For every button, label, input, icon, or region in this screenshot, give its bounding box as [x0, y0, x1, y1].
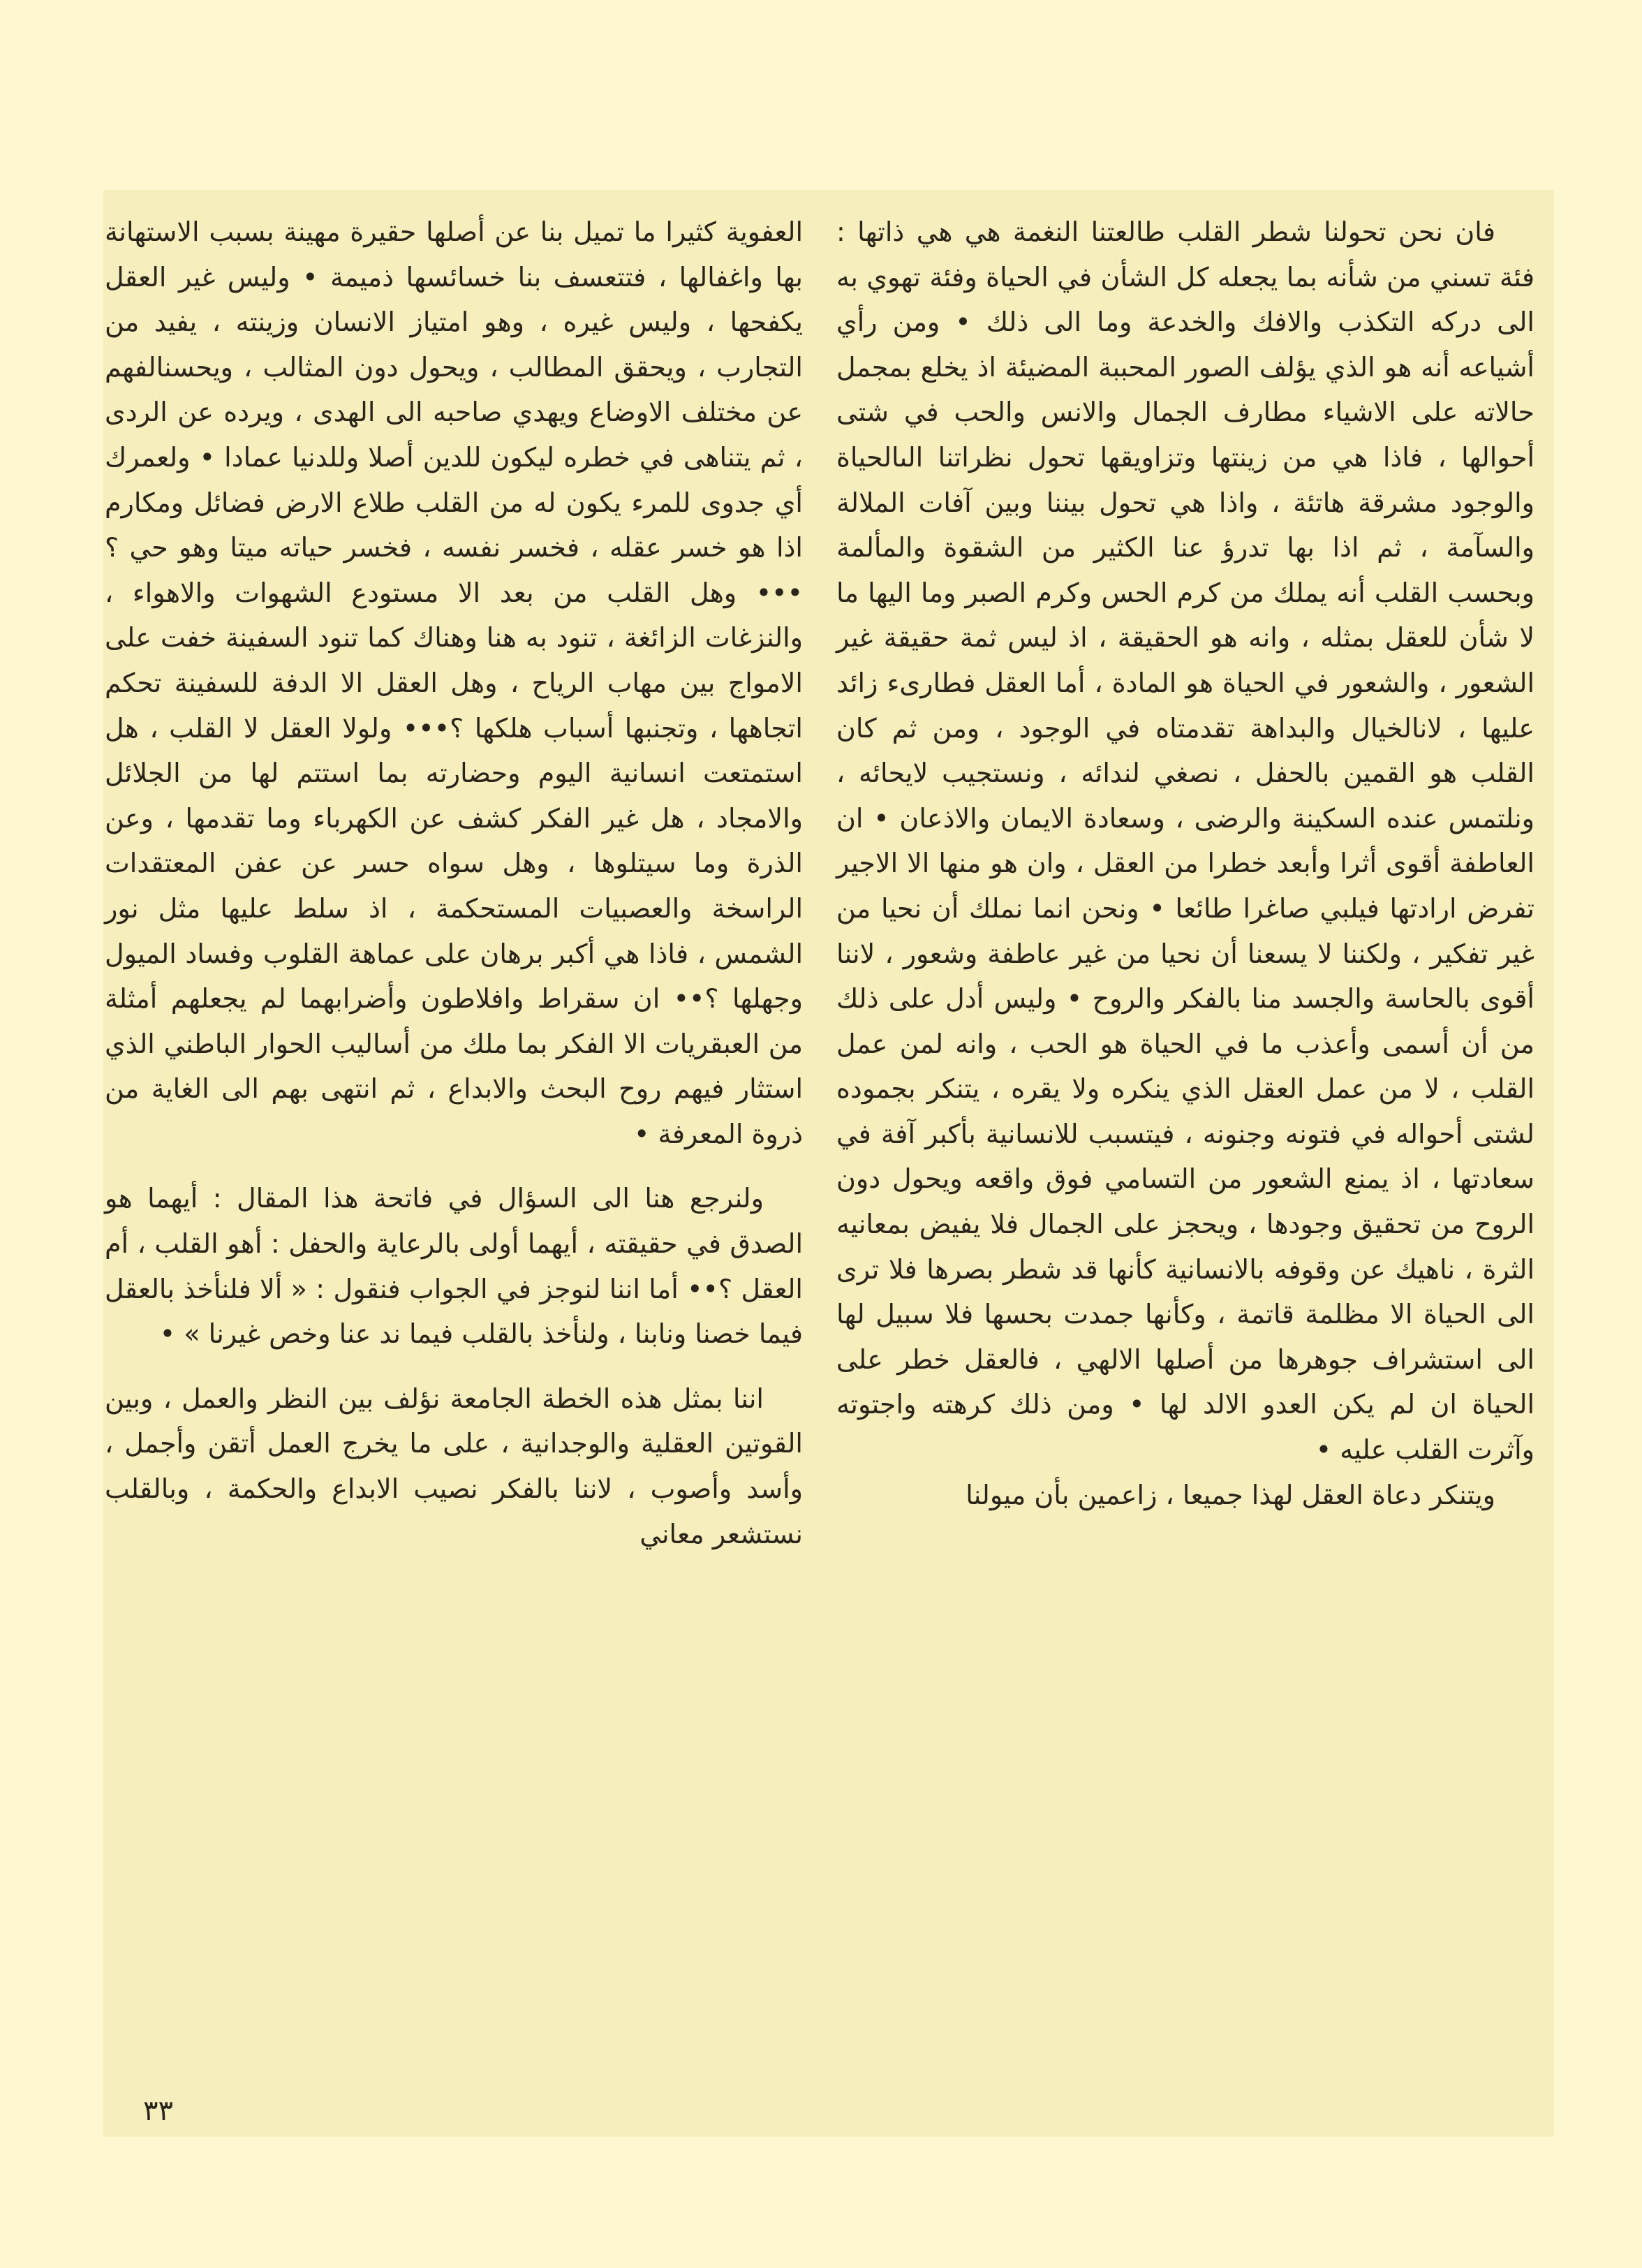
article-column-right [836, 209, 1534, 1517]
paragraph: ولنرجع هنا الى السؤال في فاتحة هذا المقال : أيهما هو الصدق في حقيقته ، أيهما أولى بالرعاية والحفل : أهو القلب ، أم العقل ؟•• أما اننا لنوجز في الجواب فنقول : « ألا فلنأخذ بالعقل فيما خصنا ونابنا ، ولنأخذ بالقلب فيما ند عنا وخص غيرنا » • [105, 1183, 803, 1350]
paragraph: اننا بمثل هذه الخطة الجامعة نؤلف بين النظر والعمل ، وبين القوتين العقلية والوجدانية ، على ما يخرج العمل أتقن وأجمل ، وأسد وأصوب ، لاننا بالفكر نصيب الابداع والحكمة ، وبالقلب نستشعر معاني [105, 1383, 803, 1549]
page-number: ٣٣ [143, 2095, 173, 2127]
paragraph: ويتنكر دعاة العقل لهذا جميعا ، زاعمين بأن ميولنا [966, 1479, 1495, 1510]
article-column-left [105, 209, 803, 1556]
paragraph: العفوية كثيرا ما تميل بنا عن أصلها حقيرة مهينة بسبب الاستهانة بها واغفالها ، فتتعسف بنا خسائسها ذميمة • وليس غير العقل يكفحها ، وليس غيره ، وهو امتياز الانسان وزينته ، يفيد من التجارب ، ويحقق المطالب ، ويحول دون المثالب ، ويحسنالفهم عن مختلف الاوضاع ويهدي صاحبه الى الهدى ، ويرده عن الردى ، ثم يتناهى في خطره ليكون للدين أصلا وللدنيا عمادا • ولعمرك أي جدوى للمرء يكون له من القلب طلاع الارض فضائل ومكارم اذا هو خسر عقله ، فخسر نفسه ، فخسر حياته ميتا وهو حي ؟••• وهل القلب من بعد الا مستودع الشهوات والاهواء ، والنزغات الزائغة ، تنود به هنا وهناك كما تنود السفينة خفت على الامواج بين مهاب الرياح ، وهل العقل الا الدفة للسفينة تحكم اتجاهها ، وتجنبها أسباب هلكها ؟••• ولولا العقل لا القلب ، هل استمتعت انسانية اليوم وحضارته بما استتم لها من الجلائل والامجاد ، هل غير الفكر كشف عن الكهرباء وما تقدمها ، وعن الذرة وما سيتلوها ، وهل سواه حسر عن عفن المعتقدات الراسخة والعصبيات المستحكمة ، اذ سلط عليها مثل نور الشمس ، فاذا هي أكبر برهان على عماهة القلوب وفساد الميول وجهلها ؟•• ان سقراط وافلاطون وأضرابهما لم يجعلهم أمثلة من العبقريات الا الفكر بما ملك من أساليب الحوار الباطني الذي استثار فيهم روح البحث والابداع ، ثم انتهى بهم الى الغاية من ذروة المعرفة • [105, 216, 803, 1149]
paragraph: فان نحن تحولنا شطر القلب طالعتنا النغمة هي هي ذاتها : فئة تسني من شأنه بما يجعله كل الشأن في الحياة وفئة تهوي به الى دركه التكذب والافك والخدعة وما الى ذلك • ومن رأي أشياعه أنه هو الذي يؤلف الصور المحببة المضيئة اذ يخلع بمجمل حالاته على الاشياء مطارف الجمال والانس والحب في شتى أحوالها ، فاذا هي من زينتها وتزاويقها تحول نظراتنا الىالحياة والوجود مشرقة هاتئة ، واذا هي تحول بيننا وبين آفات الملالة والسآمة ، ثم اذا بها تدرؤ عنا الكثير من الشقوة والمألمة وبحسب القلب أنه يملك من كرم الحس وكرم الصبر وما اليها ما لا شأن للعقل بمثله ، وانه هو الحقيقة ، اذ ليس ثمة حقيقة غير الشعور ، والشعور في الحياة هو المادة ، أما العقل فطارىء زائد عليها ، لانالخيال والبداهة تقدمتاه في الوجود ، ومن ثم كان القلب هو القمين بالحفل ، نصغي لندائه ، ونستجيب لايحائه ، ونلتمس عنده السكينة والرضى ، وسعادة الايمان والاذعان • ان العاطفة أقوى أثرا وأبعد خطرا من العقل ، وان هو منها الا الاجير تفرض ارادتها فيلبي صاغرا طائعا • ونحن انما نملك أن نحيا من غير تفكير ، ولكننا لا يسعنا أن نحيا من غير عاطفة وشعور ، لاننا أقوى بالحاسة والجسد منا بالفكر والروح • وليس أدل على ذلك من أن أسمى وأعذب ما في الحياة هو الحب ، وانه لمن عمل القلب ، لا من عمل العقل الذي ينكره ولا يقره ، يتنكر بجموده لشتى أحواله في فتونه وجنونه ، فيتسبب للانسانية بأكبر آفة في سعادتها ، اذ يمنع الشعور من التسامي فوق واقعه ويحول دون الروح من تحقيق وجودها ، ويحجز على الجمال فلا يفيض بمعانيه الثرة ، ناهيك عن وقوفه بالانسانية كأنها قد شطر بصرها فلا ترى الى الحياة الا مظلمة قاتمة ، وكأنها جمدت بحسها فلا سبيل لها الى استشراف جوهرها من أصلها الالهي ، فالعقل خطر على الحياة ان لم يكن العدو الالد لها • ومن ذلك كرهته واجتوته وآثرت القلب عليه • [836, 216, 1534, 1466]
